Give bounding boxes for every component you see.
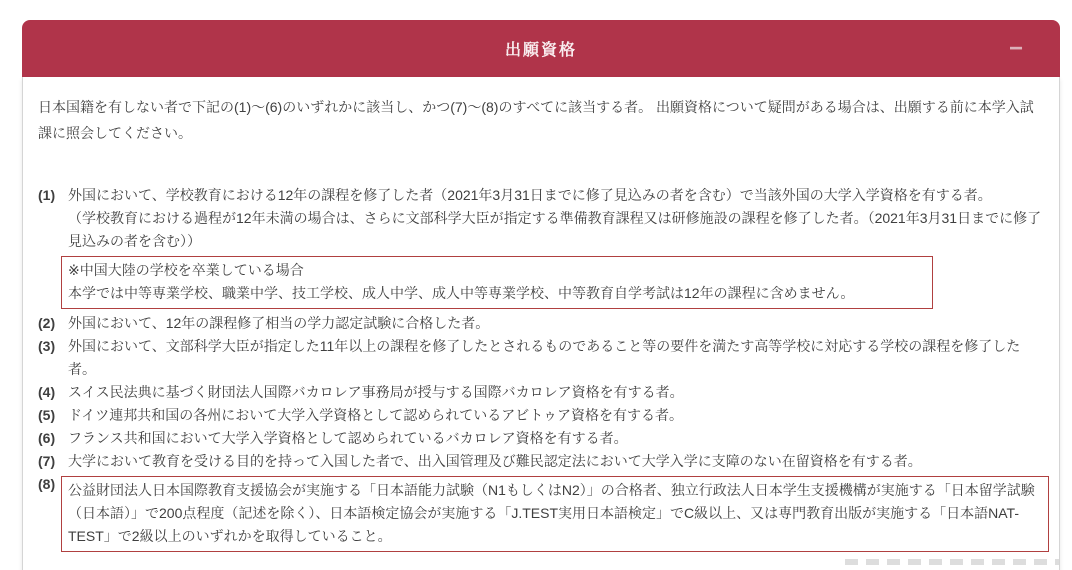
panel-header bbox=[22, 20, 1060, 77]
panel-body bbox=[22, 77, 1060, 570]
application-qualification-panel bbox=[22, 20, 1060, 570]
highlight-line: 本学では中等専業学校、職業中学、技工学校、成人中学、成人中等専業学校、中等教育自学考試は12年の課程に含めません。 bbox=[68, 285, 855, 301]
china-mainland-highlight-box bbox=[61, 256, 933, 309]
collapse-minus-icon[interactable]: − bbox=[1008, 34, 1023, 62]
item-number: (5) bbox=[38, 407, 56, 423]
item-body bbox=[68, 473, 1043, 555]
panel-title: 出願資格 bbox=[504, 42, 577, 59]
item-body bbox=[68, 184, 1043, 312]
item-number: (4) bbox=[38, 384, 56, 400]
item-number: (1) bbox=[38, 187, 56, 203]
item-text: ドイツ連邦共和国の各州において大学入学資格として認められているアビトゥア資格を有する者。 bbox=[68, 407, 683, 423]
qualification-list bbox=[38, 184, 1043, 555]
item-number: (8) bbox=[38, 476, 56, 492]
list-item bbox=[38, 404, 1043, 427]
item-number: (3) bbox=[38, 338, 56, 354]
item-text: スイス民法典に基づく財団法人国際バカロレア事務局が授与する国際バカロレア資格を有する者。 bbox=[68, 384, 684, 400]
item-text: 外国において、文部科学大臣が指定した11年以上の課程を修了したとされるものであること等の要件を満たす高等学校に対応する学校の課程を修了した者。 bbox=[68, 338, 1021, 377]
list-item bbox=[38, 312, 1043, 335]
list-item bbox=[38, 335, 1043, 381]
item-text: 外国において、学校教育における12年の課程を修了した者（2021年3月31日までに修了見込みの者を含む）で当該外国の大学入学資格を有する者。 bbox=[68, 187, 992, 203]
item-text: 外国において、12年の課程修了相当の学力認定試験に合格した者。 bbox=[68, 315, 490, 331]
list-item bbox=[38, 184, 1043, 312]
item-text: 大学において教育を受ける目的を持って入国した者で、出入国管理及び難民認定法において大学入学に支障のない在留資格を有する者。 bbox=[68, 453, 922, 469]
item-number: (6) bbox=[38, 430, 56, 446]
item-text: フランス共和国において大学入学資格として認められているバカロレア資格を有する者。 bbox=[68, 430, 628, 446]
list-item bbox=[38, 427, 1043, 450]
clipped-watermark-text bbox=[845, 559, 1059, 565]
intro-paragraph: 日本国籍を有しない者で下記の(1)～(6)のいずれかに該当し、かつ(7)～(8)のすべてに該当する者。 出願資格について疑問がある場合は、出願する前に本学入試課に照会してください。 bbox=[38, 99, 1034, 141]
highlight-line: ※中国大陸の学校を卒業している場合 bbox=[68, 262, 304, 278]
list-item bbox=[38, 450, 1043, 473]
list-item bbox=[38, 473, 1043, 555]
item-number: (7) bbox=[38, 453, 56, 469]
item-number: (2) bbox=[38, 315, 56, 331]
japanese-language-requirement-highlight-box: 公益財団法人日本国際教育支援協会が実施する「日本語能力試験（N1もしくはN2）」の合格者、独立行政法人日本学生支援機構が実施する「日本留学試験（日本語）」で200点程度（記述を除く）、日本語検定協会が実施する「J.TEST実用日本語検定」でC級以上、又は専門教育出版が実施する「日本語NAT-TEST」で2級以上のいずれかを取得していること。 bbox=[61, 476, 1049, 552]
item-note: （学校教育における過程が12年未満の場合は、さらに文部科学大臣が指定する準備教育課程又は研修施設の課程を修了した者。（2021年3月31日までに修了見込みの者を含む）） bbox=[68, 210, 1042, 249]
list-item bbox=[38, 381, 1043, 404]
